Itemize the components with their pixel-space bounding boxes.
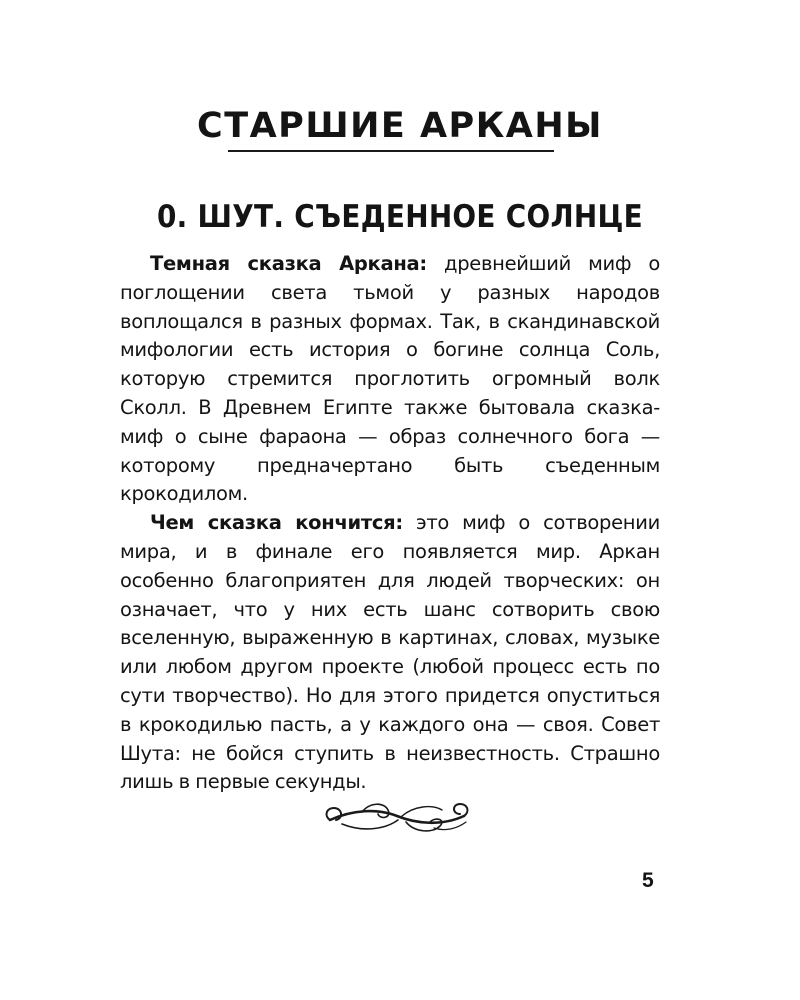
section-title-underline [228, 150, 554, 152]
flourish-ornament-icon [322, 796, 472, 838]
paragraph-2-lead: Чем сказка кончится: [150, 511, 403, 535]
chapter-title: 0. ШУТ. СЪЕДЕННОЕ СОЛНЦЕ [156, 199, 644, 235]
page-number: 5 [642, 869, 654, 892]
paragraph-2 [120, 509, 660, 797]
section-title: СТАРШИЕ АРКАНЫ [197, 106, 603, 146]
paragraph-2-text: это миф о сотворении мира, и в финале его появляется мир. Аркан особенно благоприятен для людей творческих: он означает, что у них есть шанс сотворить свою вселенную, выраженную в картинах, словах, музыке или любом другом проекте (любой процесс есть по сути творчество). Но для этого придется опуститься в крокодилью пасть, а у каждого она — своя. Совет Шута: не бойся ступить в неизвестность. Страшно лишь в первые секунды. [120, 511, 660, 794]
chapter-body [120, 250, 660, 797]
paragraph-1-text: древнейший миф о поглощении света тьмой у разных народов воплощался в разных формах. Так, в скандинавской мифологии есть история о богине солнца Соль, которую стремится проглотить огромный волк Сколл. В Древнем Египте также бытовала сказка-миф о сыне фараона — образ солнечного бога — которому предначертано быть съеденным крокодилом. [120, 252, 660, 506]
paragraph-1 [120, 250, 660, 509]
paragraph-1-lead: Темная сказка Аркана: [150, 252, 427, 275]
